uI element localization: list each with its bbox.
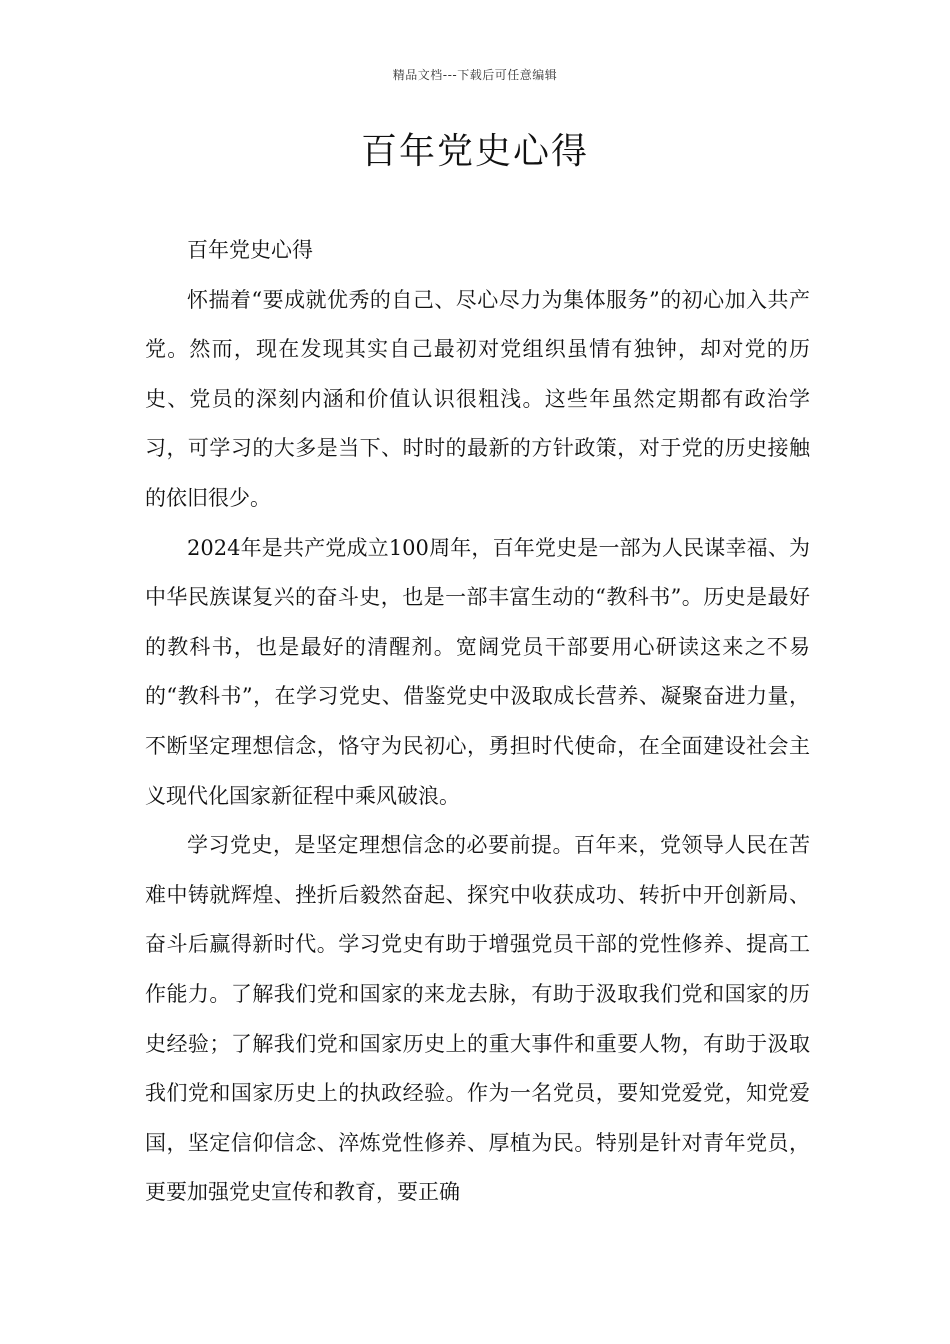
paragraph: 2024年是共产党成立100周年，百年党史是一部为人民谋幸福、为中华民族谋复兴的奋斗史，也是一部丰富生动的“教科书”。历史是最好的教科书，也是最好的清醒剂。宽阔党员干部要用心研读这来之不易的“教科书”，在学习党史、借鉴党史中汲取成长营养、凝聚奋进力量，不断坚定理想信念，恪守为民初心，勇担时代使命，在全面建设社会主义现代化国家新征程中乘风破浪。 — [145, 535, 810, 808]
paragraph: 怀揣着“要成就优秀的自己、尽心尽力为集体服务”的初心加入共产党。然而，现在发现其实自己最初对党组织虽情有独钟，却对党的历史、党员的深刻内涵和价值认识很粗浅。这些年虽然定期都有政治学习，可学习的大多是当下、时时的最新的方针政策，对于党的历史接触的依旧很少。 — [145, 287, 810, 510]
document-body — [145, 226, 810, 1218]
header-note: 精品文档---下载后可任意编辑 — [392, 68, 558, 82]
paragraph: 学习党史，是坚定理想信念的必要前提。百年来，党领导人民在苦难中铸就辉煌、挫折后毅然奋起、探究中收获成功、转折中开创新局、奋斗后赢得新时代。学习党史有助于增强党员干部的党性修养、提高工作能力。了解我们党和国家的来龙去脉，有助于汲取我们党和国家的历史经验；了解我们党和国家历史上的重大事件和重要人物，有助于汲取我们党和国家历史上的执政经验。作为一名党员，要知党爱党，知党爱国，坚定信仰信念、淬炼党性修养、厚植为民。特别是针对青年党员，更要加强党史宣传和教育，要正确 — [145, 833, 810, 1205]
document-title: 百年党史心得 — [360, 131, 589, 172]
paragraph-subtitle: 百年党史心得 — [187, 238, 313, 262]
